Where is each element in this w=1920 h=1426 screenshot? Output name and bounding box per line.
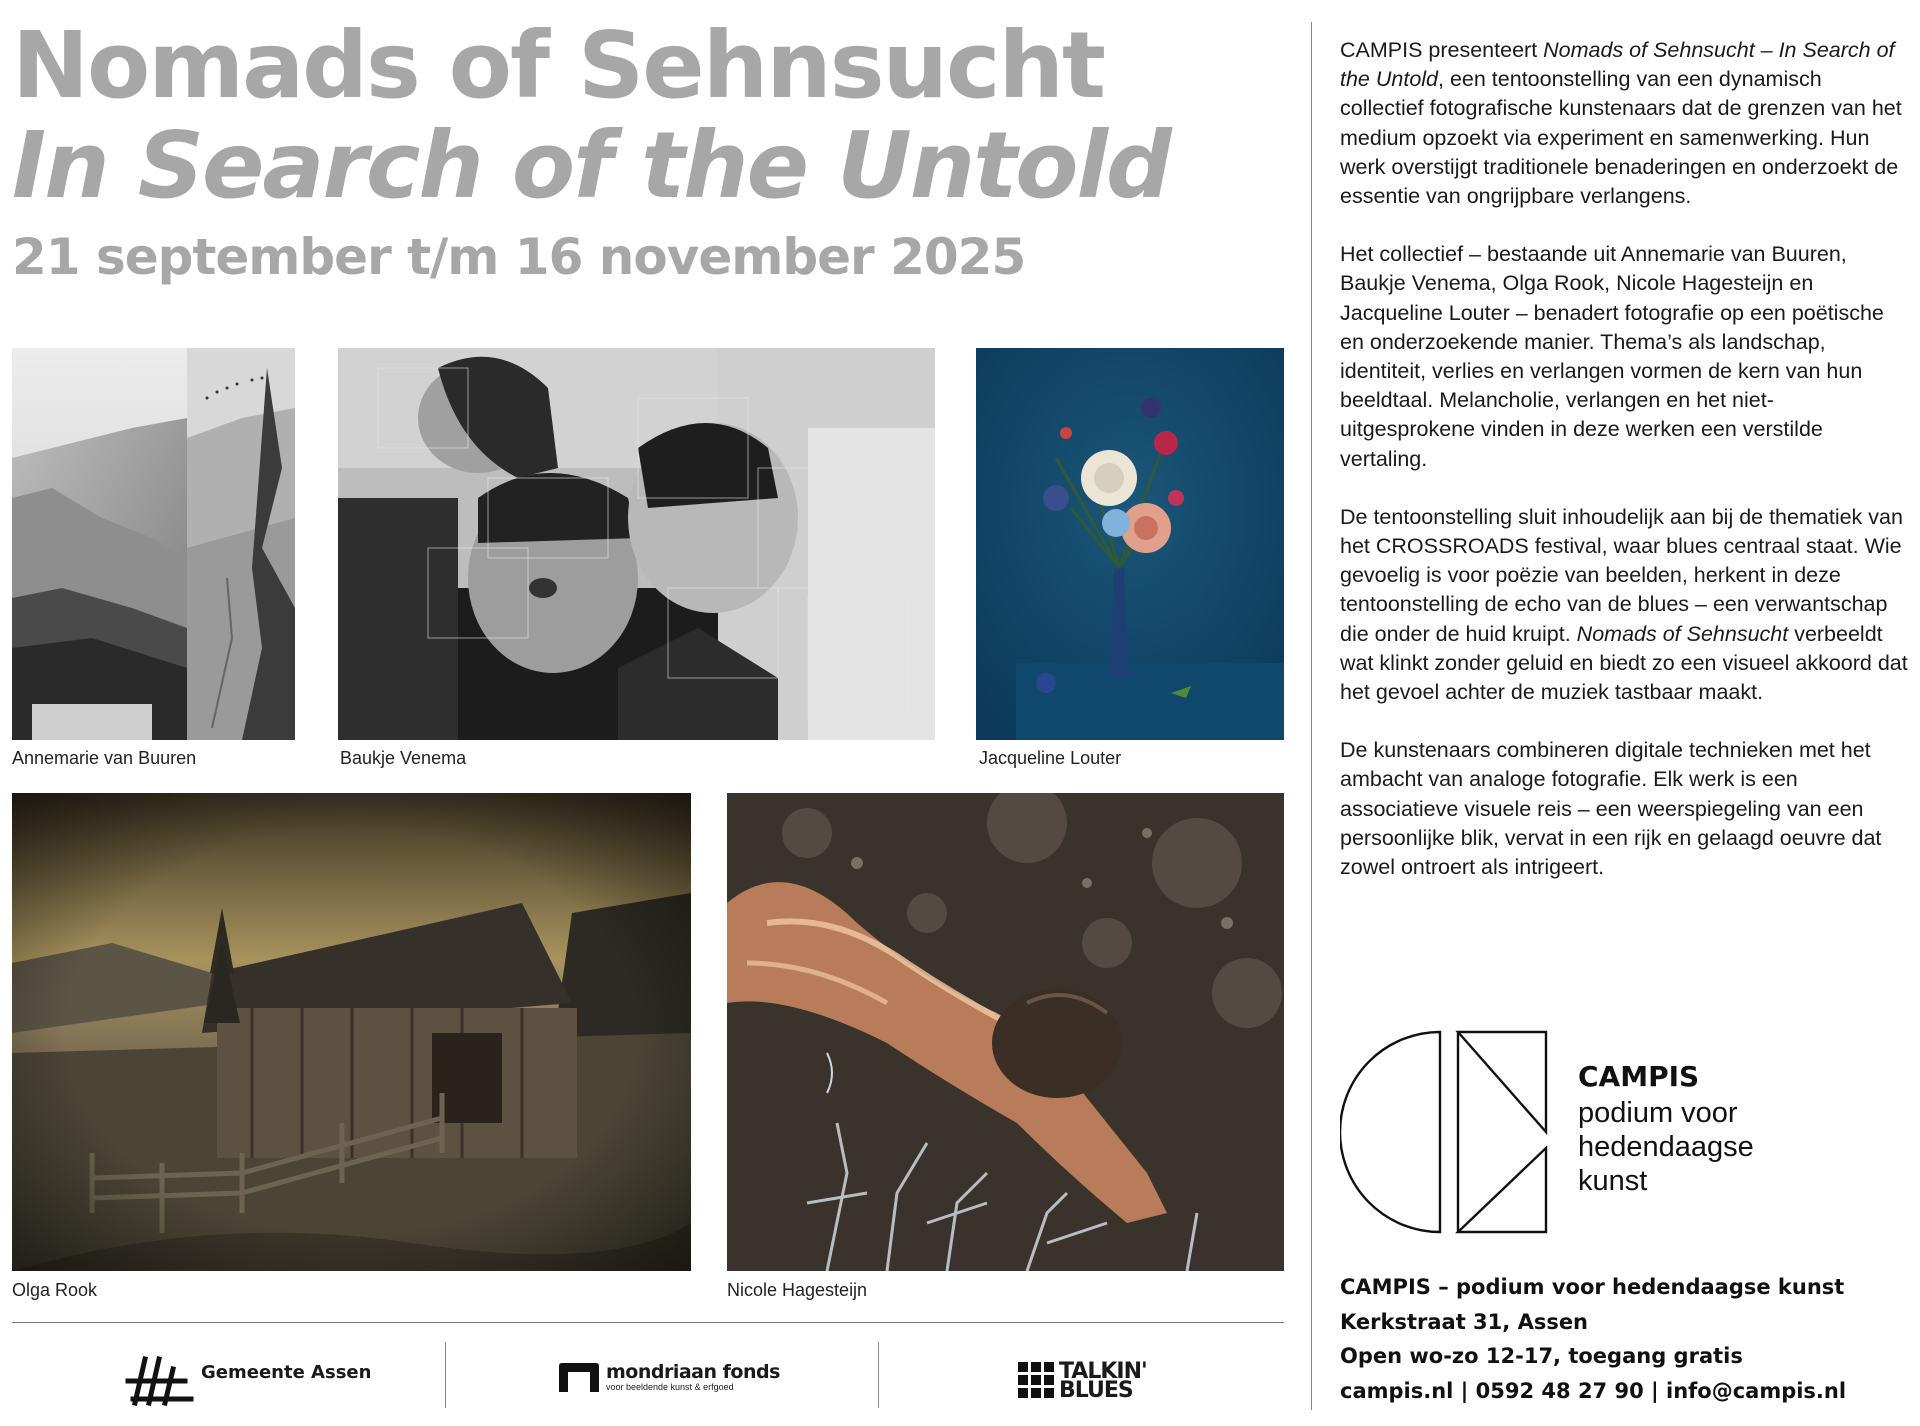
title-line2: In Search of the Untold xyxy=(12,112,1170,219)
sponsor-mondriaan-fonds xyxy=(556,1360,780,1394)
description-text xyxy=(1340,36,1908,911)
sponsor-label: mondriaan fonds xyxy=(606,1361,780,1383)
sponsor-label-2: BLUES xyxy=(1059,1378,1133,1403)
sponsor-separator xyxy=(445,1342,446,1408)
sponsor-gemeente-assen xyxy=(125,1355,371,1407)
photo-olga-rook xyxy=(12,793,691,1271)
talkin-blues-grid-icon xyxy=(1018,1362,1056,1400)
mondriaan-logo-icon xyxy=(556,1360,602,1394)
sponsor-talkin-blues xyxy=(1018,1359,1147,1403)
caption-jacqueline: Jacqueline Louter xyxy=(979,748,1122,768)
sponsor-label: TALKIN' xyxy=(1059,1359,1147,1384)
campis-logo-text: CAMPIS podium voor hedendaagse kunst xyxy=(1578,1060,1754,1197)
caption-baukje: Baukje Venema xyxy=(340,748,467,768)
photo-jacqueline-louter xyxy=(976,348,1284,740)
paragraph-intro: CAMPIS presenteert Nomads of Sehnsucht – In Search of the Untold, een tentoonstelling van een dynamisch collectief fotografische kunstenaars dat de grenzen van het medium opzoekt via experiment en samenwerking. Hun werk overstijgt traditionele benaderingen en onderzoekt de essentie van ongrijpbare verlangens. xyxy=(1340,38,1902,209)
sponsor-sublabel: voor beeldende kunst & erfgoed xyxy=(606,1382,734,1392)
contact-block xyxy=(1340,1270,1910,1408)
column-divider xyxy=(1311,22,1312,1410)
caption-olga: Olga Rook xyxy=(12,1280,98,1300)
photo-nicole-hagesteijn xyxy=(727,793,1284,1271)
paragraph-techniques: De kunstenaars combineren digitale technieken met het ambacht van analoge fotografie. Elk werk is een associatieve visuele reis – een weerspiegeling van een persoonlijke blik, vervat in een rijk en gelaagd oeuvre dat zowel ontroert als intrigeert. xyxy=(1340,738,1882,880)
caption-annemarie: Annemarie van Buuren xyxy=(12,748,197,768)
contact-name: CAMPIS – podium voor hedendaagse kunst xyxy=(1340,1275,1845,1299)
sponsor-separator xyxy=(878,1342,879,1408)
contact-links: campis.nl | 0592 48 27 90 | info@campis.nl xyxy=(1340,1378,1847,1403)
exhibition-dates: 21 september t/m 16 november 2025 xyxy=(12,228,1026,286)
photo-annemarie-van-buuren xyxy=(12,348,295,740)
title-line1: Nomads of Sehnsucht xyxy=(12,12,1104,119)
contact-hours: Open wo-zo 12-17, toegang gratis xyxy=(1340,1344,1743,1368)
photo-baukje-venema xyxy=(338,348,935,740)
caption-nicole: Nicole Hagesteijn xyxy=(727,1280,868,1300)
paragraph-collective: Het collectief – bestaande uit Annemarie van Buuren, Baukje Venema, Olga Rook, Nicole Hagesteijn en Jacqueline Louter – benadert fotografie op een poëtische en onderzoekende manier. Thema’s als landschap, identiteit, verlies en verlangen vormen de kern van hun beeldtaal. Melancholie, verlangen en het niet-uitgesprokene vinden in deze werken een verstilde vertaling. xyxy=(1340,242,1884,471)
gemeente-assen-logo-icon xyxy=(125,1355,195,1407)
campis-logo-icon xyxy=(1340,1030,1548,1234)
contact-address: Kerkstraat 31, Assen xyxy=(1340,1309,1589,1334)
paragraph-crossroads: De tentoonstelling sluit inhoudelijk aan bij de thematiek van het CROSSROADS festival, waar blues centraal staat. Wie gevoelig is voor poëzie van beelden, herkent in deze tentoonstelling de echo van de blues – een verwantschap die onder de huid kruipt. Nomads of Sehnsucht verbeeldt wat klinkt zonder geluid en biedt zo een visueel akkoord dat het gevoel achter de muziek tastbaar maakt. xyxy=(1340,504,1908,705)
sponsor-label: Gemeente Assen xyxy=(201,1361,372,1383)
sponsor-divider xyxy=(12,1322,1284,1323)
campis-name: CAMPIS xyxy=(1578,1060,1700,1093)
